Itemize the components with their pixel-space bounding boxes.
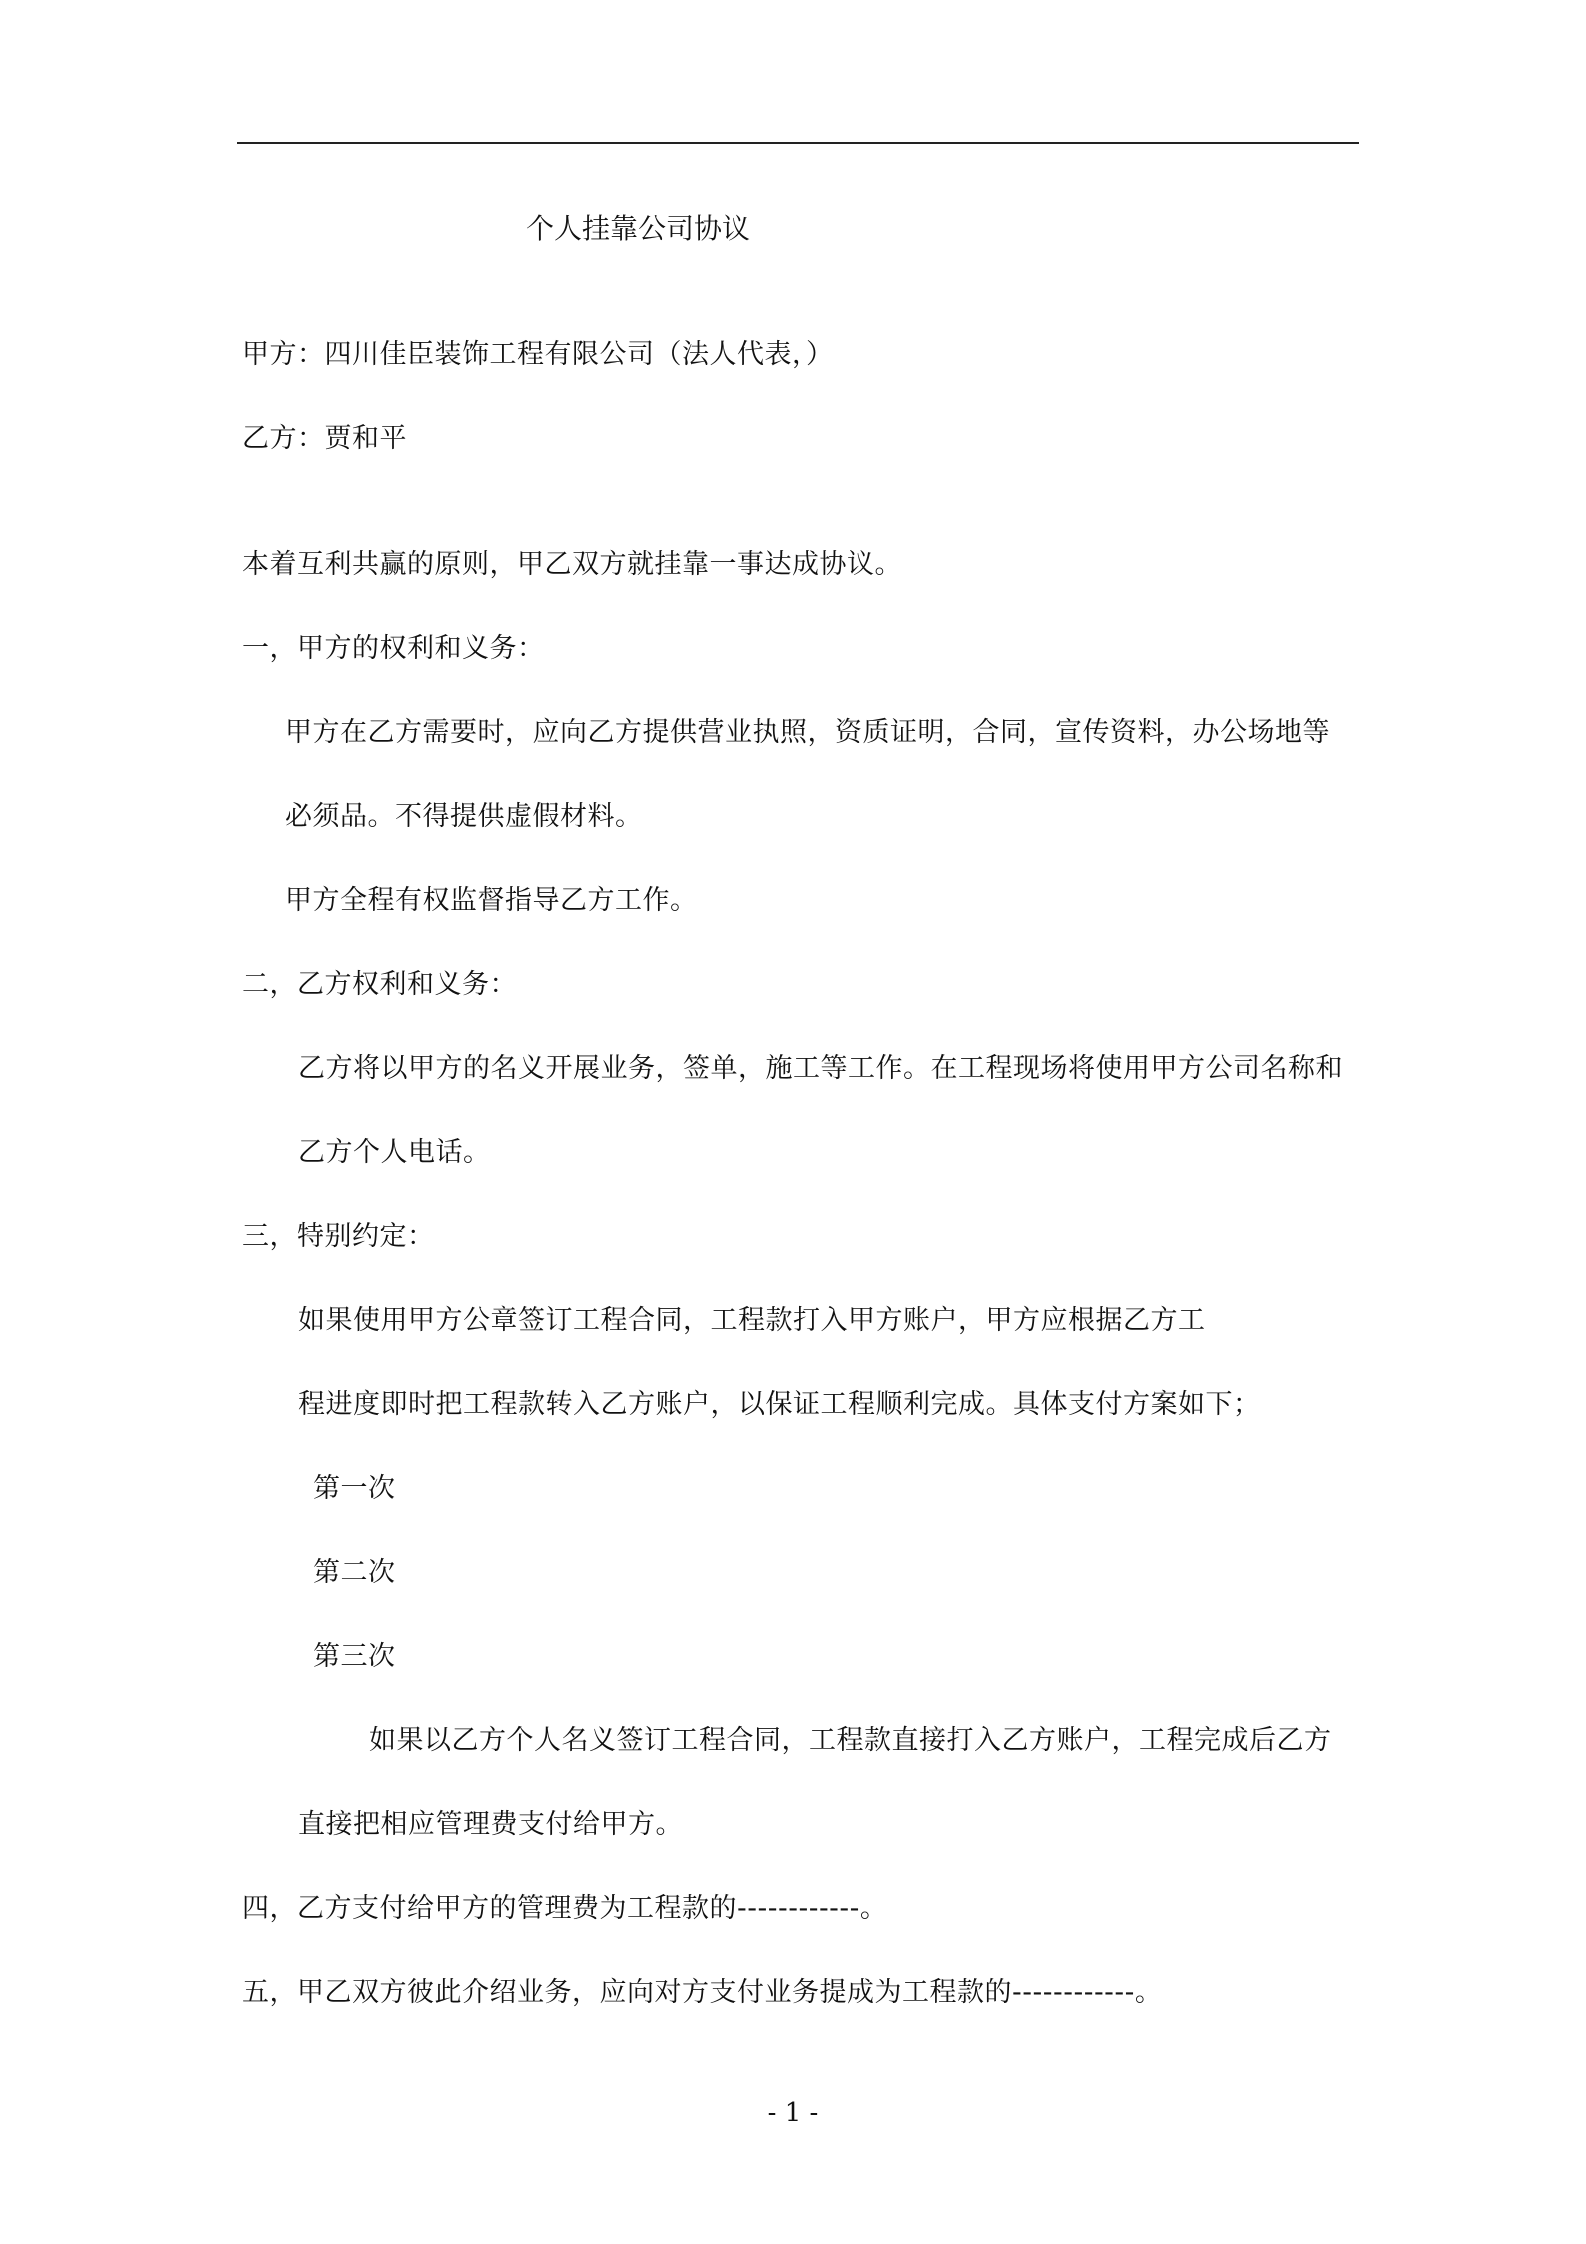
section-1-para-2: 甲方全程有权监督指导乙方工作。 xyxy=(285,885,698,916)
header-rule xyxy=(237,142,1359,144)
section-3-para-2-line-1: 如果以乙方个人名义签订工程合同，工程款直接打入乙方账户，工程完成后乙方 xyxy=(369,1725,1332,1756)
section-3-heading: 三，特别约定： xyxy=(242,1221,435,1252)
document-title: 个人挂靠公司协议 xyxy=(526,212,751,245)
section-3-para-1-line-1: 如果使用甲方公章签订工程合同，工程款打入甲方账户，甲方应根据乙方工 xyxy=(298,1305,1206,1336)
payment-item-1: 第一次 xyxy=(313,1473,396,1504)
payment-item-3: 第三次 xyxy=(313,1641,396,1672)
preamble: 本着互利共赢的原则，甲乙双方就挂靠一事达成协议。 xyxy=(242,549,902,580)
section-4: 四，乙方支付给甲方的管理费为工程款的------------。 xyxy=(242,1893,888,1924)
party-b-line: 乙方：贾和平 xyxy=(242,423,407,454)
section-3-para-1-line-2: 程进度即时把工程款转入乙方账户，以保证工程顺利完成。具体支付方案如下； xyxy=(298,1389,1261,1420)
section-1-heading: 一，甲方的权利和义务： xyxy=(242,633,545,664)
payment-item-2: 第二次 xyxy=(313,1557,396,1588)
section-5: 五，甲乙双方彼此介绍业务，应向对方支付业务提成为工程款的------------。 xyxy=(242,1977,1163,2008)
section-2-para-1-line-2: 乙方个人电话。 xyxy=(298,1137,491,1168)
section-1-para-1-line-2: 必须品。不得提供虚假材料。 xyxy=(285,801,643,832)
section-2-para-1-line-1: 乙方将以甲方的名义开展业务，签单，施工等工作。在工程现场将使用甲方公司名称和 xyxy=(298,1053,1343,1084)
section-1-para-1-line-1: 甲方在乙方需要时，应向乙方提供营业执照，资质证明，合同，宣传资料，办公场地等 xyxy=(285,717,1330,748)
page-number: - 1 - xyxy=(767,2098,819,2128)
section-3-para-2-line-2: 直接把相应管理费支付给甲方。 xyxy=(298,1809,683,1840)
party-a-line: 甲方：四川佳臣装饰工程有限公司（法人代表，） xyxy=(242,339,834,370)
section-2-heading: 二，乙方权利和义务： xyxy=(242,969,517,1000)
